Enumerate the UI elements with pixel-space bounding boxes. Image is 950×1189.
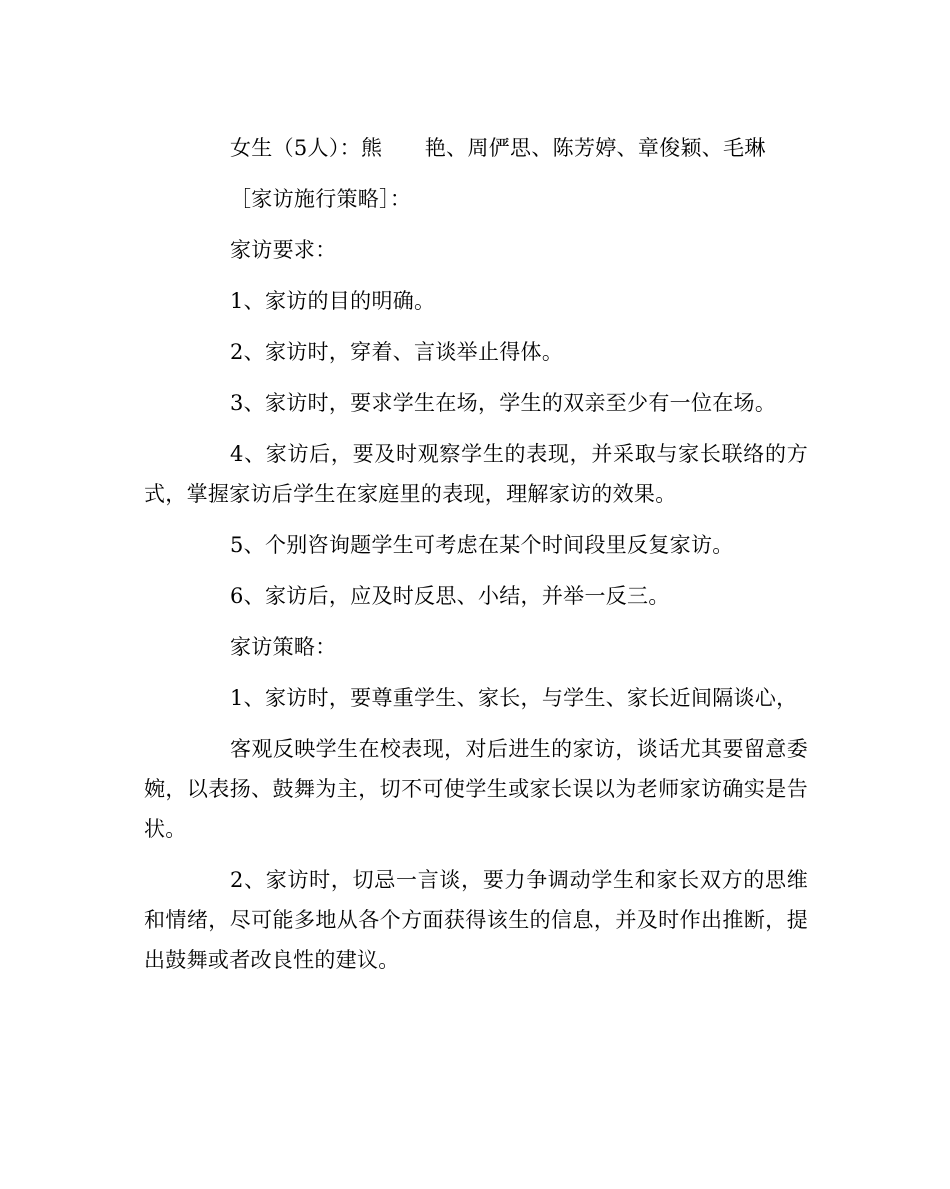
requirement-item-6: 6、家访后，应及时反思、小结，并举一反三。 bbox=[230, 584, 670, 608]
requirement-item-5: 5、个别咨询题学生可考虑在某个时间段里反复家访。 bbox=[230, 533, 734, 557]
requirement-item-1: 1、家访的目的明确。 bbox=[230, 289, 436, 313]
document-body bbox=[144, 128, 808, 991]
requirement-item-4: 4、家访后，要及时观察学生的表现，并采取与家长联络的方式，掌握家访后学生在家庭里的表现，理解家访的效果。 bbox=[144, 442, 808, 506]
strategy-item-1-continued: 客观反映学生在校表现，对后进生的家访，谈话尤其要留意委婉，以表扬、鼓舞为主，切不可使学生或家长误以为老师家访确实是告状。 bbox=[144, 737, 808, 841]
requirement-item-2: 2、家访时，穿着、言谈举止得体。 bbox=[230, 340, 564, 364]
subheading-requirements: 家访要求： bbox=[230, 238, 337, 262]
subheading-strategies: 家访策略： bbox=[230, 635, 337, 659]
student-list-girls: 女生（5人）：熊 艳、周俨思、陈芳婷、章俊颖、毛琳 bbox=[230, 136, 766, 160]
strategy-item-1: 1、家访时，要尊重学生、家长，与学生、家长近间隔谈心， bbox=[230, 686, 798, 710]
strategy-item-2: 2、家访时，切忌一言谈，要力争调动学生和家长双方的思维和情绪，尽可能多地从各个方面获得该生的信息，并及时作出推断，提出鼓舞或者改良性的建议。 bbox=[144, 868, 808, 972]
requirement-item-3: 3、家访时，要求学生在场，学生的双亲至少有一位在场。 bbox=[230, 391, 777, 415]
section-heading-strategy: ［家访施行策略］： bbox=[230, 187, 412, 211]
